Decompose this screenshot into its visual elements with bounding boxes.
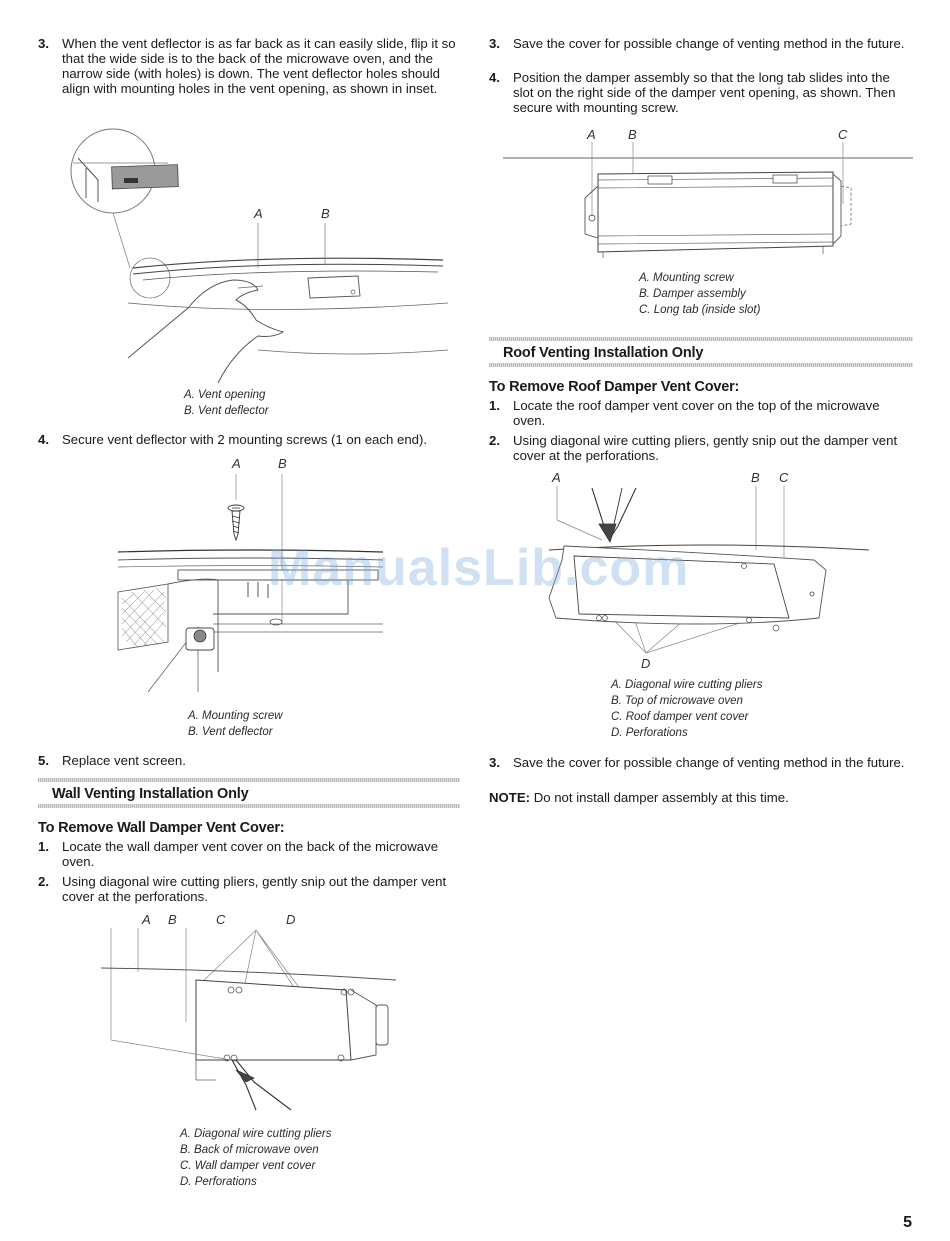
caption-a: A. Diagonal wire cutting pliers — [180, 1128, 332, 1140]
damper-assembly-figure — [503, 126, 915, 266]
label-b: B — [628, 127, 637, 142]
roof-note — [489, 790, 913, 805]
damper-assembly-caption — [639, 270, 760, 318]
label-c: C — [216, 912, 226, 927]
label-b: B — [168, 912, 177, 927]
roof-damper-caption — [611, 677, 763, 741]
step-text: Save the cover for possible change of venting method in the future. — [513, 755, 905, 770]
label-a: A — [232, 456, 241, 471]
damper-assembly-illustration — [503, 126, 915, 266]
caption-b: B. Back of microwave oven — [180, 1144, 319, 1156]
roof-step-3 — [489, 755, 913, 770]
step-number: 3. — [38, 36, 49, 51]
label-a: A — [254, 206, 263, 221]
caption-d: D. Perforations — [180, 1176, 257, 1188]
roof-step-2 — [489, 433, 913, 463]
wall-damper-caption — [180, 1126, 332, 1190]
step-number: 2. — [489, 433, 500, 448]
roof-damper-subtitle: To Remove Roof Damper Vent Cover: — [489, 379, 740, 395]
left-step-5 — [38, 753, 460, 768]
step-text: Using diagonal wire cutting pliers, gently snip out the damper vent cover at the perforations. — [513, 433, 898, 463]
step-text: Replace vent screen. — [62, 753, 186, 768]
watermark: ManualsLib.com — [268, 539, 690, 597]
wall-step-2 — [38, 874, 460, 904]
label-d: D — [286, 912, 296, 927]
vent-deflector-figure — [68, 128, 448, 390]
caption-b: B. Vent deflector — [188, 726, 273, 738]
step-text: When the vent deflector is as far back as it can easily slide, flip it so that the wide side is to the back of the microwave oven, and the narrow side (with holes) is down. The vent deflector holes should align with mounting holes in the vent opening, as shown in inset. — [62, 36, 456, 96]
wall-venting-header — [38, 778, 460, 808]
step-number: 2. — [38, 874, 49, 889]
mounting-screw-caption — [188, 708, 283, 740]
label-c: C — [779, 470, 789, 485]
wall-damper-figure — [96, 910, 416, 1125]
label-a: A — [587, 127, 596, 142]
step-number: 5. — [38, 753, 49, 768]
step-number: 1. — [489, 398, 500, 413]
vent-deflector-caption — [184, 387, 269, 419]
roof-step-1 — [489, 398, 913, 428]
caption-a: A. Vent opening — [184, 389, 266, 401]
label-c: C — [838, 127, 848, 142]
caption-c: C. Wall damper vent cover — [180, 1160, 316, 1172]
caption-a: A. Diagonal wire cutting pliers — [611, 679, 763, 691]
caption-d: D. Perforations — [611, 727, 688, 739]
label-b: B — [751, 470, 760, 485]
wall-step-1 — [38, 839, 460, 869]
step-text: Save the cover for possible change of venting method in the future. — [513, 36, 905, 51]
step-text: Position the damper assembly so that the long tab slides into the slot on the right side of the damper vent opening, as shown. Then secure with mounting screw. — [513, 70, 896, 115]
left-step-3 — [38, 36, 460, 96]
step-text: Secure vent deflector with 2 mounting screws (1 on each end). — [62, 432, 428, 447]
step-text: Locate the roof damper vent cover on the top of the microwave oven. — [513, 398, 880, 428]
caption-c: C. Roof damper vent cover — [611, 711, 749, 723]
section-title: Wall Venting Installation Only — [52, 786, 249, 802]
step-text: Using diagonal wire cutting pliers, gently snip out the damper vent cover at the perforations. — [62, 874, 447, 904]
label-b: B — [321, 206, 330, 221]
label-a: A — [552, 470, 561, 485]
caption-b: B. Vent deflector — [184, 405, 269, 417]
wall-damper-illustration — [96, 910, 416, 1125]
label-b: B — [278, 456, 287, 471]
step-number: 3. — [489, 36, 500, 51]
wall-damper-subtitle: To Remove Wall Damper Vent Cover: — [38, 820, 285, 836]
vent-deflector-illustration — [68, 128, 448, 390]
label-d: D — [641, 656, 651, 671]
step-number: 4. — [489, 70, 500, 85]
step-number: 4. — [38, 432, 49, 447]
caption-a: A. Mounting screw — [188, 710, 283, 722]
step-number: 1. — [38, 839, 49, 854]
right-step-4 — [489, 70, 913, 115]
right-step-3 — [489, 36, 913, 51]
caption-b: B. Top of microwave oven — [611, 695, 743, 707]
note-text: Do not install damper assembly at this time. — [530, 790, 789, 805]
step-text: Locate the wall damper vent cover on the back of the microwave oven. — [62, 839, 439, 869]
caption-c: C. Long tab (inside slot) — [639, 304, 761, 316]
caption-a: A. Mounting screw — [639, 272, 734, 284]
label-a: A — [142, 912, 151, 927]
caption-b: B. Damper assembly — [639, 288, 746, 300]
page-number: 5 — [903, 1214, 912, 1231]
roof-venting-header — [489, 337, 913, 367]
note-label: NOTE: — [489, 790, 531, 805]
step-number: 3. — [489, 755, 500, 770]
left-step-4 — [38, 432, 460, 447]
section-title: Roof Venting Installation Only — [503, 345, 704, 361]
